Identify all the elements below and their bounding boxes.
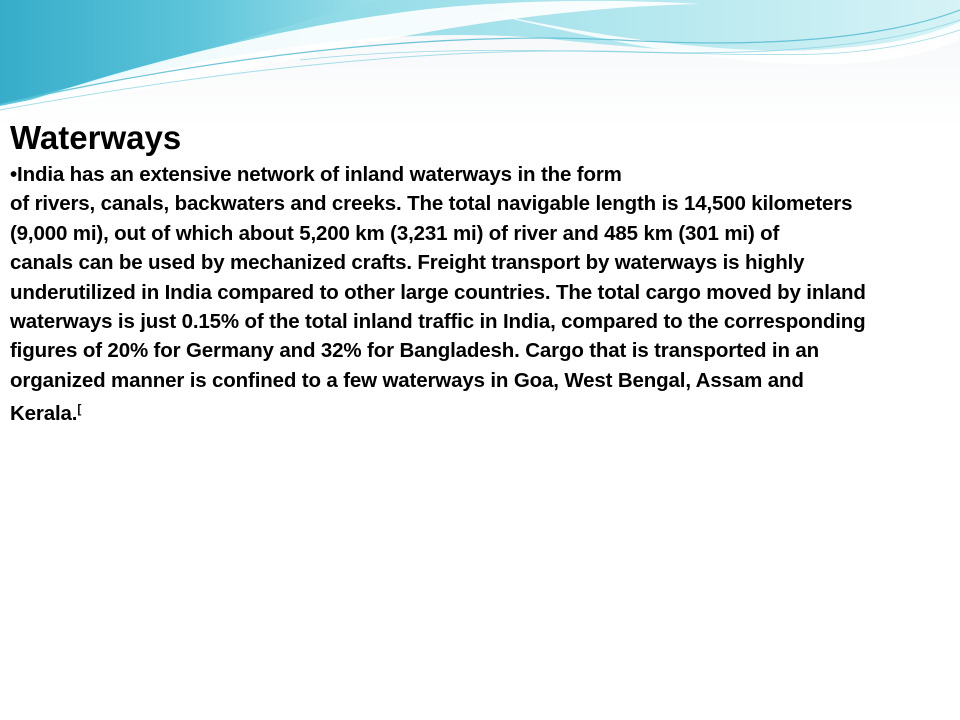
body-line-last <box>10 395 950 428</box>
footnote-mark: [ <box>77 402 82 417</box>
body-line: (9,000 mi), out of which about 5,200 km (3,231 mi) of river and 485 km (301 mi) of <box>10 221 780 245</box>
body-line: figures of 20% for Germany and 32% for Bangladesh. Cargo that is transported in an <box>10 339 820 363</box>
body-line: underutilized in India compared to other large countries. The total cargo moved by inland <box>10 280 866 304</box>
body-line: •India has an extensive network of inland waterways in the form <box>10 163 622 186</box>
slide-title: Waterways <box>10 119 182 156</box>
body-line: waterways is just 0.15% of the total inland traffic in India, compared to the corresponding <box>10 310 866 334</box>
slide-body <box>10 160 950 429</box>
body-line: organized manner is confined to a few waterways in Goa, West Bengal, Assam and <box>10 368 804 392</box>
wave-header-decoration <box>0 0 960 120</box>
slide-content <box>10 116 950 429</box>
body-line: canals can be used by mechanized crafts. Freight transport by waterways is highly <box>10 251 805 275</box>
body-line-text: Kerala. <box>10 402 78 426</box>
body-line: of rivers, canals, backwaters and creeks. The total navigable length is 14,500 kilometers <box>10 192 853 216</box>
